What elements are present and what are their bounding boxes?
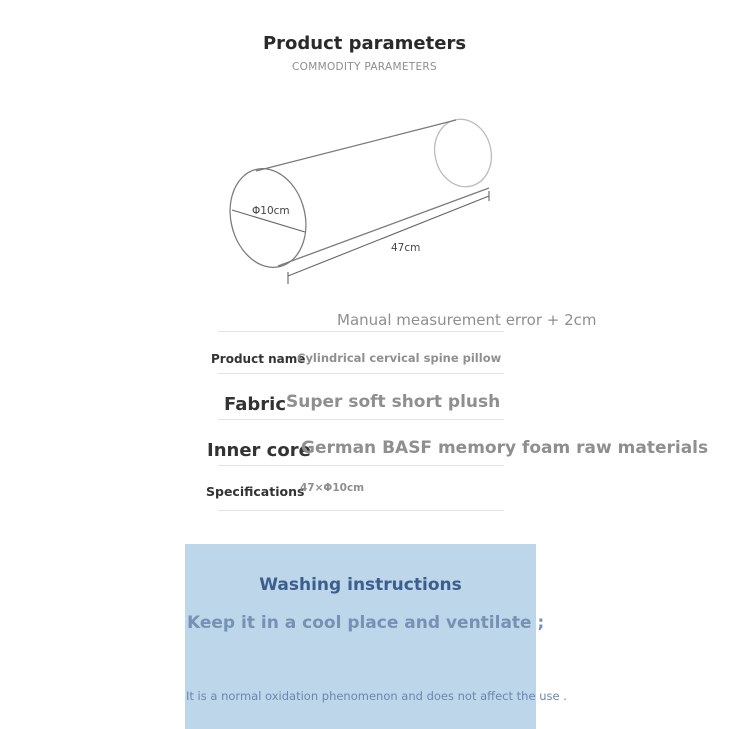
spec-label-product-name: Product name	[211, 352, 306, 366]
table-divider	[218, 465, 504, 466]
spec-label-inner-core: Inner core	[207, 440, 311, 461]
length-label: 47cm	[391, 242, 421, 254]
washing-instructions-title: Washing instructions	[259, 575, 462, 595]
washing-instruction-oxidation: It is a normal oxidation phenomenon and does not affect the use .	[186, 689, 567, 703]
length-dimension-line	[288, 196, 489, 276]
table-divider	[218, 373, 504, 374]
diameter-label: Φ10cm	[252, 205, 290, 217]
cylinder-top-edge	[256, 120, 456, 171]
washing-instruction-ventilate: Keep it in a cool place and ventilate ;	[187, 613, 545, 633]
table-divider	[218, 331, 504, 332]
page-subtitle: COMMODITY PARAMETERS	[292, 61, 437, 73]
spec-label-fabric: Fabric	[224, 394, 286, 415]
spec-label-specifications: Specifications	[206, 484, 305, 499]
spec-value-product-name: Cylindrical cervical spine pillow	[297, 351, 502, 365]
page-title: Product parameters	[262, 33, 467, 54]
cylinder-front-face	[220, 161, 316, 276]
measurement-note: Manual measurement error + 2cm	[337, 311, 597, 329]
spec-value-inner-core: German BASF memory foam raw materials	[301, 438, 709, 458]
spec-value-specifications: 47×Φ10cm	[300, 482, 365, 494]
table-divider	[218, 510, 504, 511]
table-divider	[218, 419, 504, 420]
cylinder-bottom-edge	[278, 188, 489, 266]
spec-value-fabric: Super soft short plush	[286, 392, 501, 412]
